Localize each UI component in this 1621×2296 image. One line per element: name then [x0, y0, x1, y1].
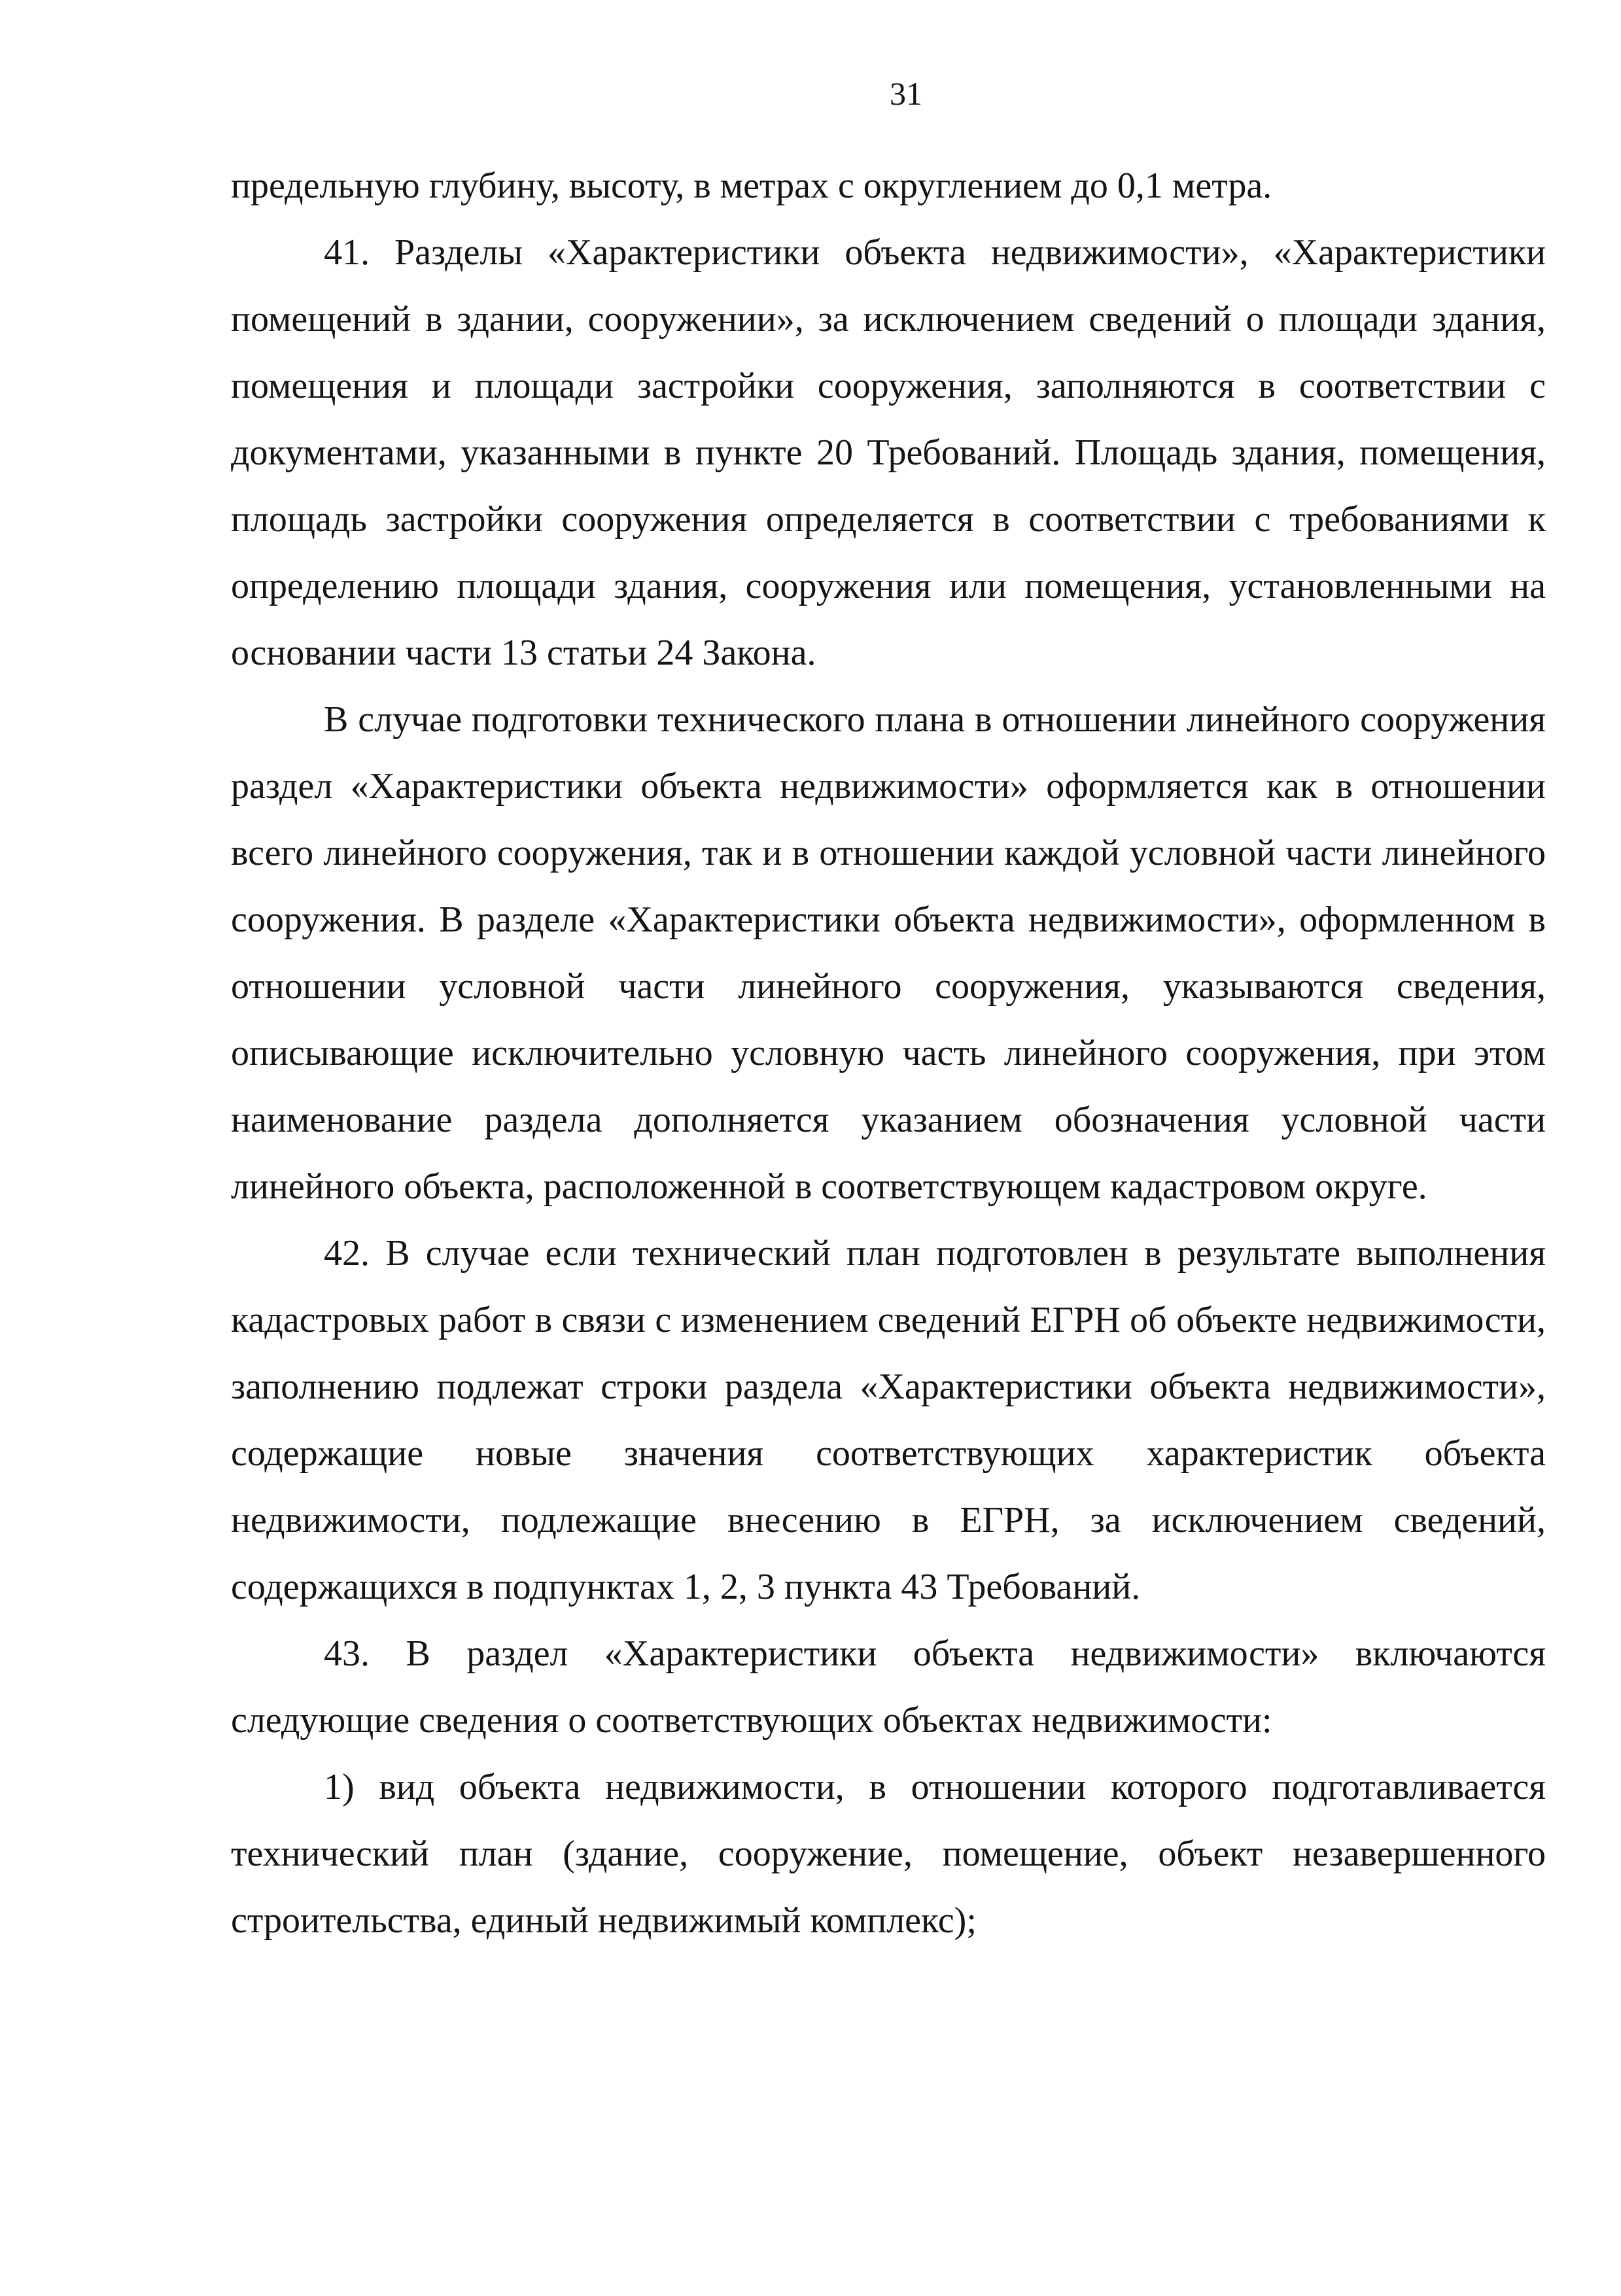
document-body — [231, 152, 1546, 1954]
paragraph-continuation: предельную глубину, высоту, в метрах с округлением до 0,1 метра. — [231, 165, 1272, 206]
paragraph-43: 43. В раздел «Характеристики объекта недвижимости» включаются следующие сведения о соответствующих объектах недвижимости: — [231, 1633, 1546, 1741]
page-number: 31 — [890, 75, 922, 112]
paragraph-42: 42. В случае если технический план подготовлен в результате выполнения кадастровых работ в связи с изменением сведений ЕГРН об объекте недвижимости, заполнению подлежат строки раздела «Характеристики объекта недвижимости», содержащие новые значения соответствующих характеристик объекта недвижимости, подлежащие внесению в ЕГРН, за исключением сведений, содержащихся в подпунктах 1, 2, 3 пункта 43 Требований. — [231, 1233, 1546, 1607]
paragraph-linear-structure: В случае подготовки технического плана в отношении линейного сооружения раздел «Характеристики объекта недвижимости» оформляется как в отношении всего линейного сооружения, так и в отношении каждой условной части линейного сооружения. В разделе «Характеристики объекта недвижимости», оформленном в отношении условной части линейного сооружения, указываются сведения, описывающие исключительно условную часть линейного сооружения, при этом наименование раздела дополняется указанием обозначения условной части линейного объекта, расположенной в соответствующем кадастровом округе. — [231, 699, 1546, 1207]
paragraph-43-item-1: 1) вид объекта недвижимости, в отношении которого подготавливается технический план (здание, сооружение, помещение, объект незавершенного строительства, единый недвижимый комплекс); — [231, 1767, 1546, 1941]
paragraph-41: 41. Разделы «Характеристики объекта недвижимости», «Характеристики помещений в здании, сооружении», за исключением сведений о площади здания, помещения и площади застройки сооружения, заполняются в соответствии с документами, указанными в пункте 20 Требований. Площадь здания, помещения, площадь застройки сооружения определяется в соответствии с требованиями к определению площади здания, сооружения или помещения, установленными на основании части 13 статьи 24 Закона. — [231, 232, 1546, 673]
